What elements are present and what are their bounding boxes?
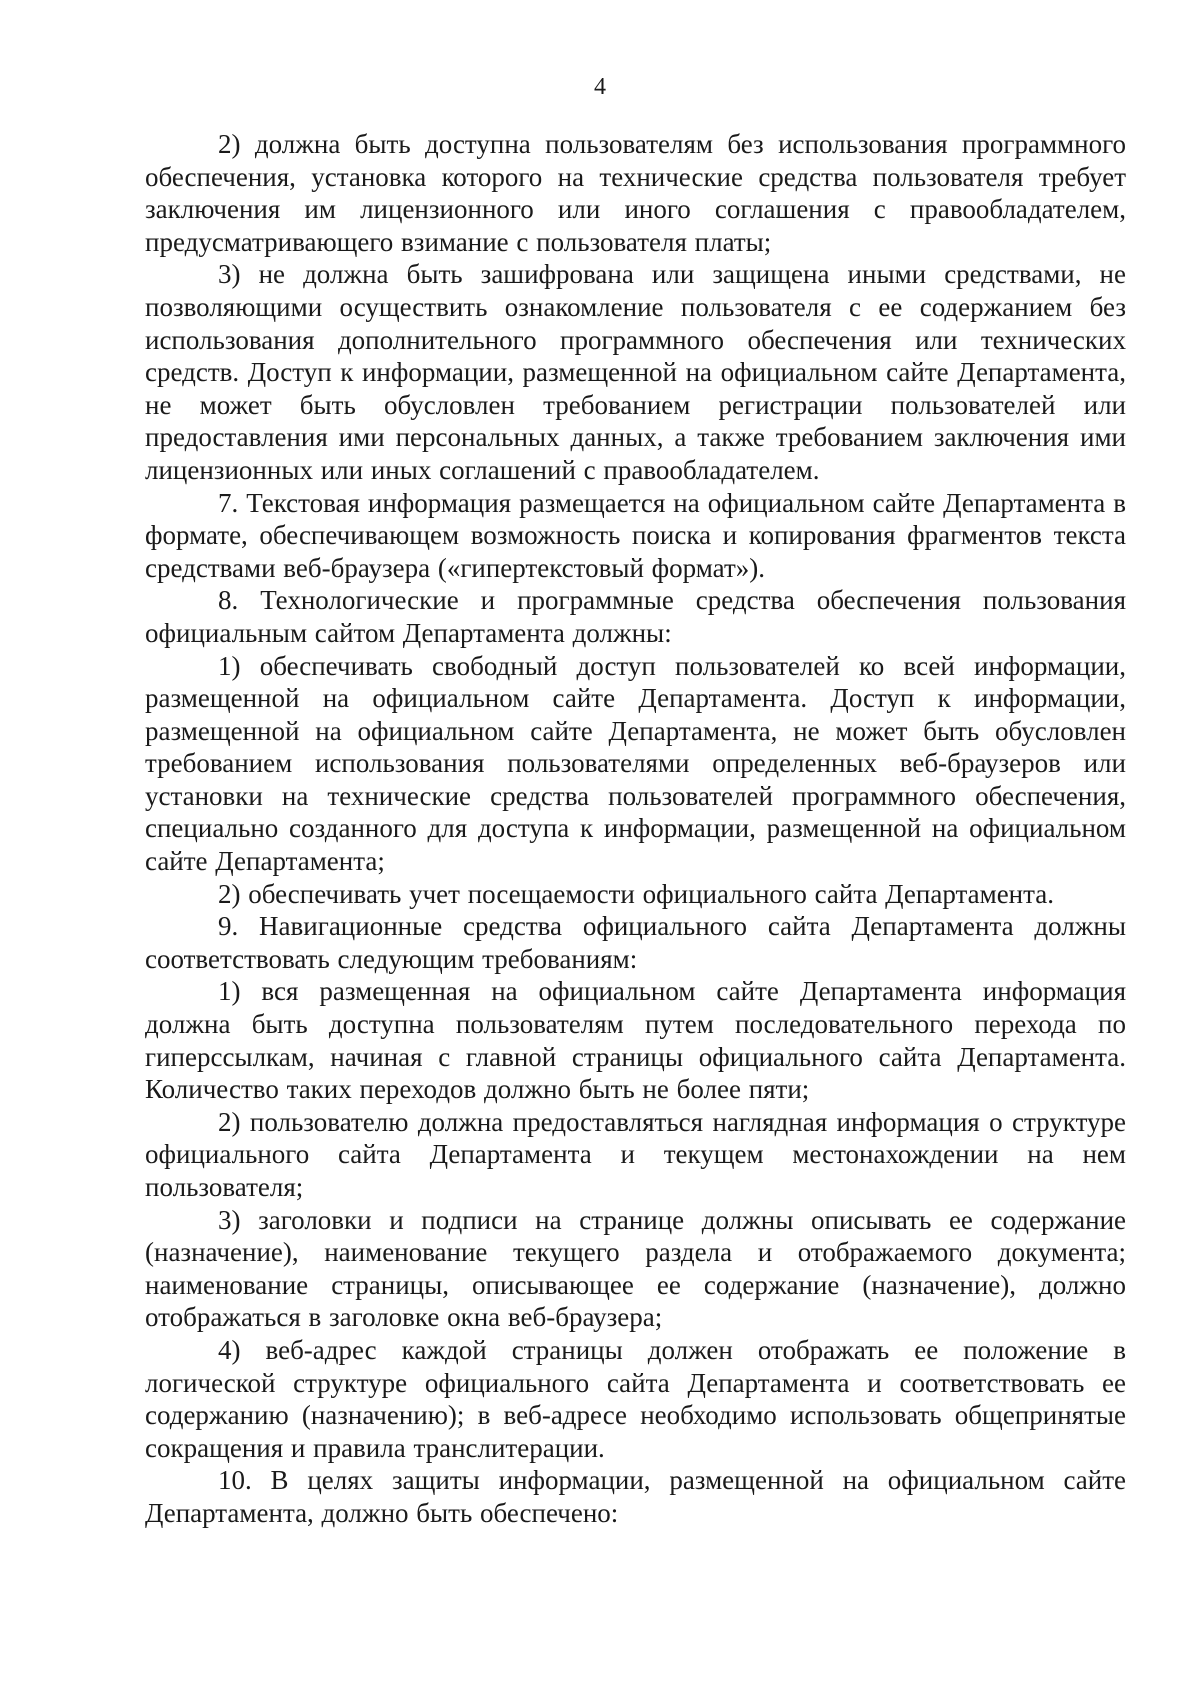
paragraph-section-9-item-3: 3) заголовки и подписи на странице должны описывать ее содержание (назначение), наименование текущего раздела и отображаемого документа; наименование страницы, описывающее ее содержание (назначение), должно отображаться в заголовке окна веб-браузера; xyxy=(145,1204,1126,1333)
paragraph-item-2-availability: 2) должна быть доступна пользователям без использования программного обеспечения, установка которого на технические средства пользователя требует заключения им лицензионного или иного соглашения с правообладателем, предусматривающего взимание с пользователя платы; xyxy=(145,129,1126,257)
paragraph-section-8: 8. Технологические и программные средства обеспечения пользования официальным сайтом Департамента должны: xyxy=(145,585,1126,648)
paragraph-section-9: 9. Навигационные средства официального сайта Департамента должны соответствовать следующим требованиям: xyxy=(145,911,1126,974)
paragraph-section-9-item-4: 4) веб-адрес каждой страницы должен отображать ее положение в логической структуре официального сайта Департамента и соответствовать ее содержанию (назначению); в веб-адресе необходимо использовать общепринятые сокращения и правила транслитерации. xyxy=(145,1334,1126,1463)
paragraph-section-7: 7. Текстовая информация размещается на официальном сайте Департамента в формате, обеспечивающем возможность поиска и копирования фрагментов текста средствами веб-браузера («гипертекстовый формат»). xyxy=(145,487,1126,583)
page-number: 4 xyxy=(594,74,606,100)
paragraph-item-3-encryption: 3) не должна быть зашифрована или защищена иными средствами, не позволяющими осуществить ознакомление пользователя с ее содержанием без использования дополнительного программного обеспечения или технических средств. Доступ к информации, размещенной на официальном сайте Департамента, не может быть обусловлен требованием регистрации пользователей или предоставления ими персональных данных, а также требованием заключения ими лицензионных или иных соглашений с правообладателем. xyxy=(145,259,1126,485)
document-body xyxy=(145,128,1126,1530)
paragraph-section-9-item-1: 1) вся размещенная на официальном сайте Департамента информация должна быть доступна пользователям путем последовательного перехода по гиперссылкам, начиная с главной страницы официального сайта Департамента. Количество таких переходов должно быть не более пяти; xyxy=(145,976,1126,1105)
paragraph-section-9-item-2: 2) пользователю должна предоставляться наглядная информация о структуре официального сайта Департамента и текущем местонахождении на нем пользователя; xyxy=(145,1106,1126,1202)
paragraph-section-8-item-2: 2) обеспечивать учет посещаемости официального сайта Департамента. xyxy=(218,878,1054,909)
paragraph-section-10: 10. В целях защиты информации, размещенной на официальном сайте Департамента, должно быть обеспечено: xyxy=(145,1465,1126,1528)
paragraph-section-8-item-1: 1) обеспечивать свободный доступ пользователей ко всей информации, размещенной на официальном сайте Департамента. Доступ к информации, размещенной на официальном сайте Департамента, не может быть обусловлен требованием использования пользователями определенных веб-браузеров или установки на технические средства пользователей программного обеспечения, специально созданного для доступа к информации, размещенной на официальном сайте Департамента; xyxy=(145,650,1126,877)
